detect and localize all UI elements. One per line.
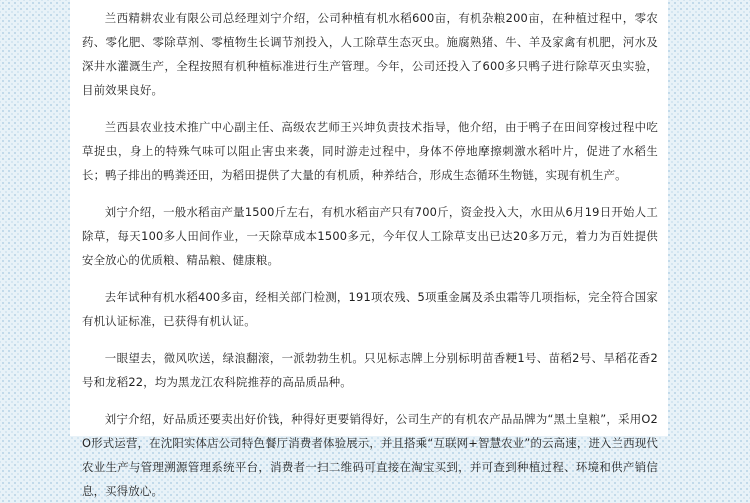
paragraph-duck-farming: 兰西县农业技术推广中心副主任、高级农艺师王兴坤负责技术指导，他介绍，由于鸭子在田间穿梭过程中吃草捉虫，身上的特殊气味可以阻止害虫来袭，同时游走过程中，身体不停地摩擦刺激水稻叶片，促进了水稻生长；鸭子排出的鸭粪还田，为稻田提供了大量的有机质，种养结合，形成生态循环生物链，实现有机生产。 bbox=[82, 120, 658, 182]
paragraph-certification: 去年试种有机水稻400多亩，经相关部门检测，191项农残、5项重金属及杀虫霜等几项指标，完全符合国家有机认证标准，已获得有机认证。 bbox=[82, 290, 658, 328]
paragraph-company-intro: 兰西精耕农业有限公司总经理刘宁介绍，公司种植有机水稻600亩，有机杂粮200亩，在种植过程中，零农药、零化肥、零除草剂、零植物生长调节剂投入，人工除草生态灭虫。施腐熟猪、牛、羊及家禽有机肥，河水及深井水灌溉生产，全程按照有机种植标准进行生产管理。今年，公司还投入了600多只鸭子进行除草灭虫实验，目前效果良好。 bbox=[82, 11, 658, 97]
paragraph-brand-sales: 刘宁介绍，好品质还要卖出好价钱，种得好更要销得好，公司生产的有机农产品品牌为“黑土皇粮”，采用O2O形式运营，在沈阳实体店公司特色餐厅消费者体验展示，并且搭乘“互联网+智慧农业”的云高速，进入兰西现代农业生产与管理溯源管理系统平台，消费者一扫二维码可直接在淘宝买到，并可查到种植过程、环境和供产销信息，买得放心。 bbox=[82, 412, 658, 498]
paragraph-varieties: 一眼望去，微风吹送，绿浪翻滚，一派勃勃生机。只见标志牌上分别标明苗香粳1号、苗稻2号、旱稻花香2号和龙稻22，均为黑龙江农科院推荐的高品质品种。 bbox=[82, 351, 658, 389]
article-body bbox=[70, 0, 668, 498]
paragraph-yield-cost: 刘宁介绍，一般水稻亩产量1500斤左右，有机水稻亩产只有700斤，资金投入大，水田从6月19日开始人工除草，每天100多人田间作业，一天除草成本1500多元，今年仅人工除草支出已达20多万元，着力为百姓提供安全放心的优质粮、精品粮、健康粮。 bbox=[82, 205, 658, 267]
